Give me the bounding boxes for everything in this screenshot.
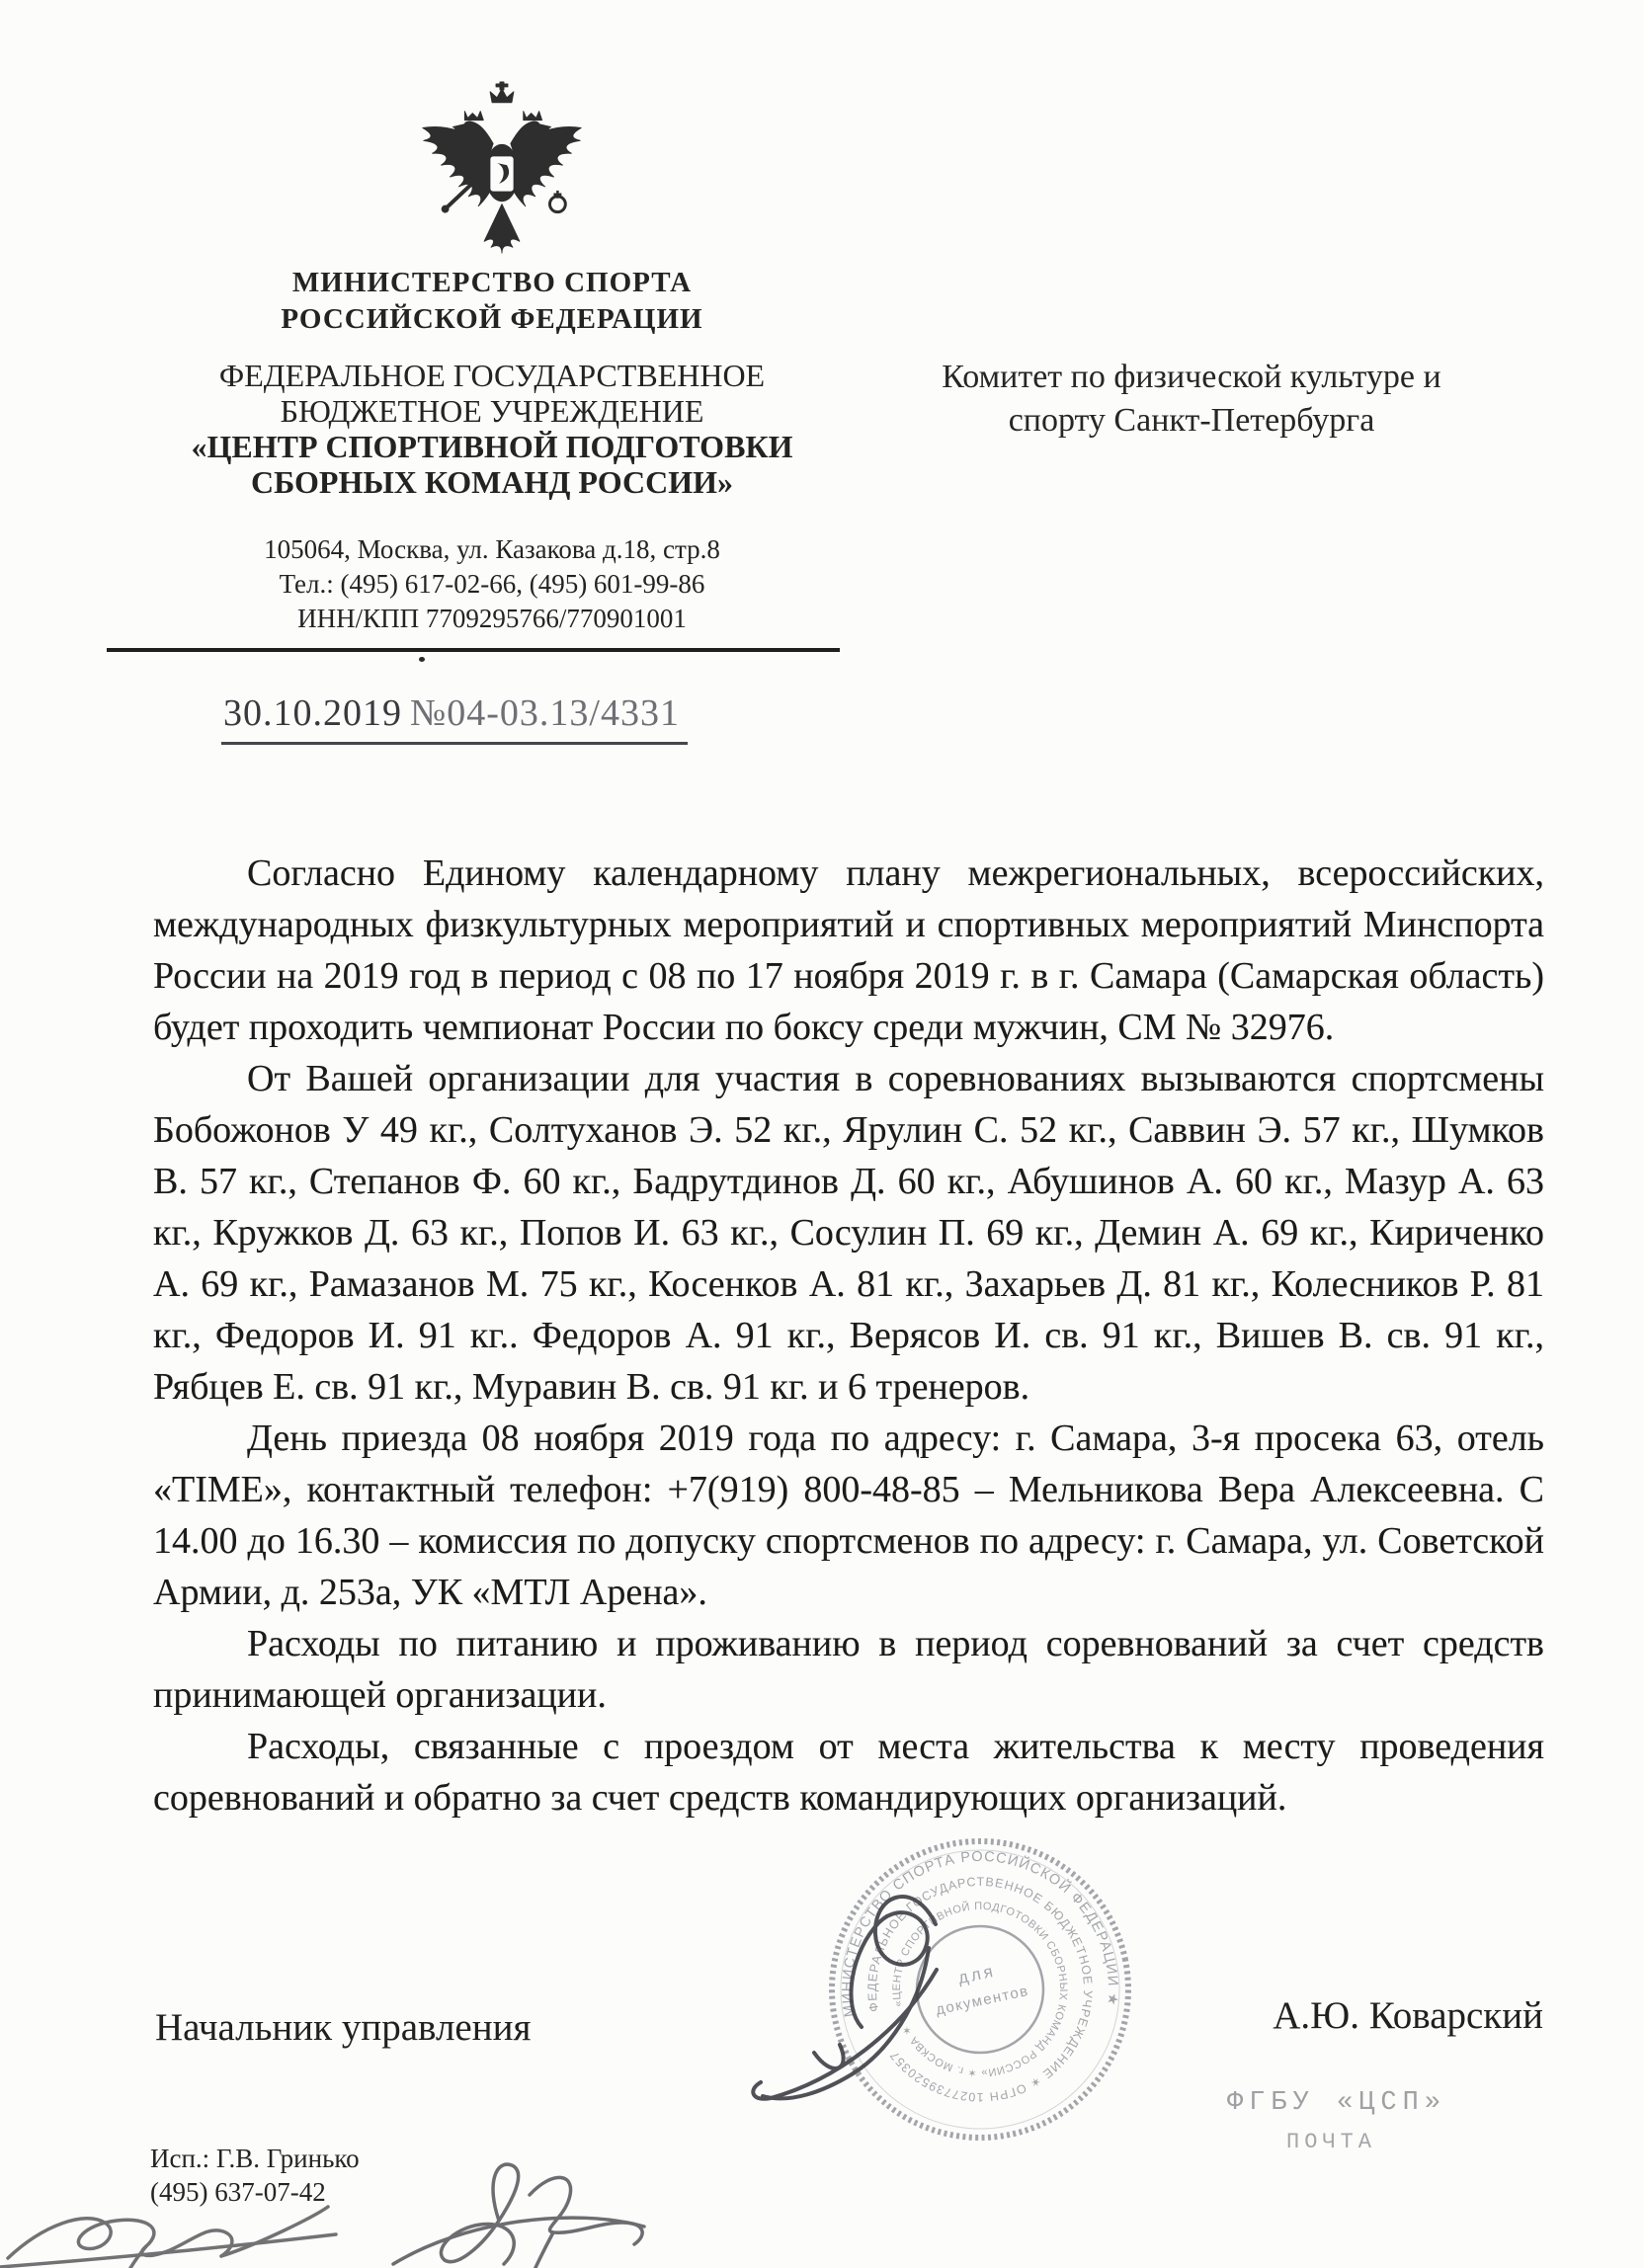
- signer-position: Начальник управления: [155, 2006, 532, 2049]
- executor-name: Исп.: Г.В. Гринько: [150, 2144, 360, 2173]
- letter-number: №04-03.13/4331: [410, 692, 680, 734]
- recipient-block: [862, 356, 1521, 443]
- postal-address: 105064, Москва, ул. Казакова д.18, стр.8: [264, 534, 720, 564]
- org-name-line2: БЮДЖЕТНОЕ УЧРЕЖДЕНИЕ: [280, 393, 704, 429]
- org-name-line4: СБОРНЫХ КОМАНД РОССИИ»: [250, 464, 734, 500]
- recipient-line2: спорту Санкт-Петербурга: [1008, 402, 1375, 439]
- stamp-outer-ring-text: МИНИСТЕРСТВО СПОРТА РОССИЙСКОЙ ФЕДЕРАЦИИ ★: [839, 1848, 1121, 2019]
- letter-date: 30.10.2019: [223, 692, 402, 734]
- recipient-line1: Комитет по физической культуре и: [942, 359, 1441, 395]
- phone-numbers: Тел.: (495) 617-02-66, (495) 601-99-86: [279, 569, 705, 599]
- stamp-center-line1: для: [956, 1961, 998, 1988]
- reference-line: [221, 691, 688, 745]
- body-paragraph-1: Согласно Единому календарному плану межрегиональных, всероссийских, международных физкультурных мероприятий и спортивных мероприятий Минспорта России на 2019 год в период с 08 по 17 ноября 2019 г. в г. Самара (Самарская область) будет проходить чемпионат России по боксу среди мужчин, СМ № 32976.: [153, 852, 1544, 1048]
- letterhead-separator-line: [107, 648, 840, 652]
- executor-phone: (495) 637-07-42: [150, 2177, 326, 2207]
- signer-name: А.Ю. Коварский: [1273, 1994, 1543, 2037]
- ministry-name-line1: МИНИСТЕРСТВО СПОРТА: [291, 267, 693, 298]
- letterhead-left-column: [136, 265, 848, 636]
- org-name-line3: «ЦЕНТР СПОРТИВНОЙ ПОДГОТОВКИ: [191, 429, 793, 464]
- official-round-stamp: [820, 1829, 1140, 2149]
- organization-name: [136, 358, 848, 500]
- coat-of-arms-icon: [389, 81, 615, 267]
- stamp-center-line2: документов: [934, 1982, 1031, 2019]
- inn-kpp: ИНН/КПП 7709295766/770901001: [297, 604, 687, 633]
- body-paragraph-4: Расходы по питанию и проживанию в период соревнований за счет средств принимающей организации.: [153, 1623, 1544, 1716]
- stamp-middle-ring-text: ФЕДЕРАЛЬНОЕ ГОСУДАРСТВЕННОЕ БЮДЖЕТНОЕ УЧРЕЖДЕНИЕ ✶ ОГРН 1027739520357: [864, 1874, 1096, 2105]
- org-name-line1: ФЕДЕРАЛЬНОЕ ГОСУДАРСТВЕННОЕ: [218, 358, 766, 393]
- body-paragraph-3: День приезда 08 ноября 2019 года по адресу: г. Самара, 3-я просека 63, отель «TIME», контактный телефон: +7(919) 800-48-85 – Мельникова Вера Алексеевна. С 14.00 до 16.30 – комиссия по допуску спортсменов по адресу: г. Самара, ул. Советской Армии, д. 253а, УК «МТЛ Арена».: [153, 1418, 1544, 1613]
- stamp-inner-ring-text: «ЦЕНТР СПОРТИВНОЙ ПОДГОТОВКИ СБОРНЫХ КОМАНД РОССИИ» ✶ г. МОСКВА ✶: [890, 1900, 1070, 2079]
- letterhead-contacts: [136, 532, 848, 636]
- bottom-autograph-right: [393, 2164, 644, 2268]
- ministry-name-line2: РОССИЙСКОЙ ФЕДЕРАЦИИ: [281, 303, 703, 335]
- scan-artifact-dot: [419, 657, 425, 662]
- bottom-autograph-left: [0, 2207, 336, 2268]
- body-paragraph-2: От Вашей организации для участия в соревнованиях вызываются спортсмены Бобожонов У 49 кг., Солтуханов Э. 52 кг., Ярулин С. 52 кг., Саввин Э. 57 кг., Шумков В. 57 кг., Степанов Ф. 60 кг., Бадрутдинов Д. 60 кг., Абушинов А. 60 кг., Мазур А. 63 кг., Кружков Д. 63 кг., Попов И. 63 кг., Сосулин П. 69 кг., Демин А. 69 кг., Кириченко А. 69 кг., Рамазанов М. 75 кг., Косенков А. 81 кг., Захарьев Д. 81 кг., Колесников Р. 81 кг., Федоров И. 91 кг.. Федоров А. 91 кг., Верясов И. св. 91 кг., Вишев В. св. 91 кг., Рябцев Е. св. 91 кг., Муравин В. св. 91 кг. и 6 тренеров.: [153, 1058, 1544, 1408]
- executor-block: [150, 2142, 360, 2209]
- postal-stamp-mail: ПОЧТА: [1286, 2130, 1377, 2154]
- postal-stamp-org: ФГБУ «ЦСП»: [1227, 2088, 1447, 2118]
- body-paragraph-5: Расходы, связанные с проездом от места жительства к месту проведения соревнований и обратно за счет средств командирующих организаций.: [153, 1726, 1544, 1819]
- letter-body: [153, 848, 1544, 1823]
